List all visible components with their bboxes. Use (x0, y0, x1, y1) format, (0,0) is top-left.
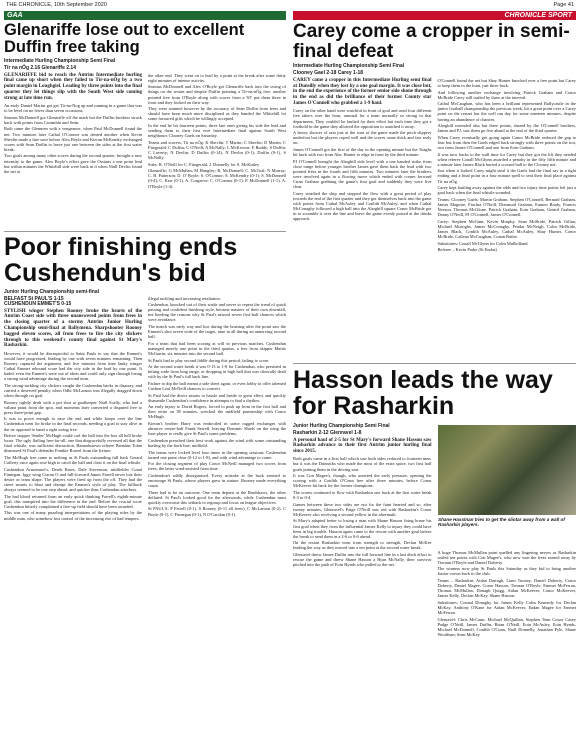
article-score: BELFAST St PAUL'S 1-15 CUSHENDUN EMMET'S 0-15 (4, 295, 72, 307)
divider (4, 231, 286, 232)
paragraph: Seamus McDonnell and Alex O'Boyle got Glenariffe back into the swing of things on the restart and despite Duffin pointing a Tír-na-nÓg free, another pointed free from O'Boyle along with scores from a '65' put them three in front and they looked on their way. (148, 84, 286, 105)
paragraph: Seamus McDonnell got Glenariffe off the mark but the Duffin brothers struck back with points from Caoimhín and Seán. (4, 114, 142, 125)
paragraph: The scores continued to flow with Rasharkin one back at the first water break 0-3 to 0-4. (293, 489, 432, 501)
gaa-section-banner: GAA (4, 11, 286, 20)
paragraph: Glenravel: Chris McCann, Michael McQuillan, Stephen Tenn Conor Casey Padge O'Neill, James Duffin, Brian O'Neill, Eoin McAuley, Eoin Hynds, Michael McDonnell, Conlith O'Cuan, Niall Donnelly, Jonathan Pyle, Shane Woulfnan, Sean McKay. (437, 616, 576, 637)
paragraph: Cushendun Armonsnet's, Derek Rasrs, Dale Stevenson, midfielder Conal Finnegan, Iggy wing Ciaran O and full-forward James Farrell never lost their desire or team shape. The players were fired up from the off. They had the street smarts to blast and disrupt the Emmet's style of play. The fullback always seemed to be one step ahead, and quicker than Cushendun attackers. (4, 466, 142, 493)
article-subheading: Junior Hurling Championship semi-final (4, 288, 100, 295)
paragraph: There had to be an outcome. One team departs at the Bradshaws, the other deflated. St Paul's looked good for the afterwards, while Cushendun must quickly overcome this setback to regroup and focus on league objectives. (148, 489, 286, 505)
paragraph: On the restart Rasharkin went from strength to strength, Declan McKee leading the way as they moved into a ten point at the second water break. (293, 540, 432, 551)
article-subheading: Intermediate Hurling Championship Semi Final (4, 57, 116, 64)
paragraph: However, it would be disrespectful to Saint Pauls to say that the Emmet's would have progressed, leading by one with seven minutes remaining. Then Rooney captured the argument, and five minutes from time lanky winger Cathal Emmet rebound score had the city side in the lead by one point. It hadn't even the Emmet's were out of ideas and could only sign through losing a strong wind advantage during the second term. (4, 350, 142, 382)
paragraph: The winners now play St Pauls this Saturday as they bid to bring another Junior crown back to the club. (437, 566, 576, 577)
paragraph: Cushendun's oddly disorganised. Every mistake at the back seemed to encourage St Pauls, whose players grew in stature. Rooney made everything count. (148, 472, 286, 489)
paragraph: Kieran's brother Harry was embroiled in some ragged exchanges with abrasive centre-half Frank Sewell, leaving Dominic Shiels on the wing the lone player to really give St Paul's some problems. (148, 421, 286, 437)
photo-caption: Shane Hasslnan tries to get the sliotar away from a wall of Rasharkin players. (438, 517, 565, 528)
paragraph: Teams and scorers; Tír na nÓg: K Shevlin; T Martin; C Shevlin; D Martin; C Fitzgerald; C Duffin; C O'Neill; A McNally; L McKeown; E Ruddy; S Duffin; C Laverty; N Devlin; D Duffin (0-14); N Devlin (0-1); Duffin (0-1), S McNally. (148, 139, 286, 161)
paragraph: Referee – Kevin Parke (St Endas) (437, 247, 497, 253)
paragraph: Before stopper 'Smiler' McHugh could curl the ball into the box all hell broke loose. The ugly flailing free-for-all, one that disgracefully reversed all that the final whistle, was sufficient distraction. Hannahstown referee Brendan Tolan dismissed St Paul's defender Frankie Roseel from the fixture. (4, 433, 142, 454)
paragraph: It was Con Magee's, though, who asserted the early pressure, opening the scoring with a Conlith O'Conn free after three minutes, before Conor McKeever hit back for the former champions. (293, 473, 432, 489)
article-headline: Hasson leads the way for Rasharkin (293, 367, 553, 421)
paragraph: Both goals came in a first half which saw both sides reduced to fourteen men, but it was the Dunnicks who made the most of the extra space, two first half goals putting them in the driving seat. (293, 456, 432, 472)
page-number: Page 41 (553, 2, 574, 8)
article-score: Clooney Gael 2-18 Carey 1-18 (293, 69, 364, 76)
article-column (293, 78, 432, 254)
paragraph: Cathal McCaughan, who has been a brilliant represented Ballycastle in the junior football championship the previous week, hit a great point over a Carey point on the restart but the well ran day for some nineteen minutes, despite having an abundance of chances. (437, 101, 576, 122)
paragraph: Just when it looked Carey might steal it the Gaels had the final say in a tight ending and a final point in a four minute spell to seal their final place against Tír na nÓg. (437, 168, 576, 184)
article-glenariffe (4, 22, 286, 230)
paragraph: The teams were locked level four times in the opening sessions. Cushendun turned one point clear (0-12 to 1-8), and with wind advantage to come. (148, 449, 286, 460)
paragraph: James O'Connell got the first of the day in the opening minute but the Tuaghs hit back with two from Alec Hunter to edge in front by the third minute. (293, 147, 432, 158)
paragraph: Teams: Clooney Gaels; Martin Graham, Stephen O'Connell, Bernard Graham, James Maguire, Fiachra O'Neill, Diarmuid Graham, Eamon Brady, Francis Neeson, Thomas McGlone, Patrick Graham, Eoin Graham, Gerard Graham, Danny O'Neill, PJ O'Connell, James O'Connell. (437, 196, 576, 218)
paragraph: Two goals among many other scores during the second quarter, brought a new intensity to the game. Alex Boyle's effort gave the Ossians a one point lead but within minutes the Whitehill side were back in it when Niall Devlin found the net at (4, 153, 142, 174)
article-column (293, 438, 432, 728)
paragraph: Both came the Glenmen with a vengeance, when Paul McDonnell found the net. Two minutes later Cathal O'Connor was denied another when Kevin Shevlin made a fine save before Alex Boyle and Kieran McKendry exchanged scores with Sean Duffin to leave just one between the sides at the first water break. (4, 126, 142, 152)
article-lead: STYLISH winger Stephen Rooney broke the hearts of the Antrim Coast side with three unanswered points from frees in the closing quarter of a stormy Antrim Junior Hurling Championship semi-final at Ballymena. Sharpshooter Rooney bagged eleven scores, all from frees to fire the city slickers through to this weekend's county final against St Mary's Rasharkin. (4, 308, 142, 349)
paragraph: They were stunned however by the accuracy of Sean Duffin from frees and should have been much more disciplined as they handed the Whitehill lot some favoured gifts which he willingly accepted. (148, 106, 286, 122)
paragraph: At the second water break it was 0-13 to 1-8 for Cushendun, who persisted in hitting wide from long range, or dropping in high ball that was clinically dealt with by the St Paul's full back line. (148, 364, 286, 380)
paragraph: This was one of many puzzling interpretations of the playing rules by the middle man, who somehow lost control of the increasing rise of bad tempers. (4, 510, 142, 521)
paragraph: The strong-tackling city slickers caught the Cushendun backs in disarray, and carried a deserved penalty when Odhi McLarnon was illegally dragged down when through on goal. (4, 382, 142, 399)
paragraph: An early injury to David Rogers, forced to push up front in the first half and then retire on 38 minutes, wrecked the midfield partnership with Conor McHugh. (148, 404, 286, 420)
paragraph: Cushendun, knocked out of their stride and never to repeat the trend of quick passing and confident finishing style, became masters of their own downfall, not heeding the reasons why St Paul's missed seven first-half chances which were avoidance. (148, 302, 286, 323)
paragraph: Carey on the other hand were watchful in front of goal and used four different free takers over the hour, unusual for a team normally so strong in that department. They couldn't be faulted for their effort but each time they got a foothold in the game they allowed the opposition to snatched it away. (293, 108, 432, 129)
article-column (438, 78, 577, 254)
paragraph: Subs: R. O'Neill for C. Fitzgerald, J. Donnelly for S. McKinley (148, 161, 260, 167)
paragraph: Glenariffe; G McMullan; M Hungley; R. McDonnell; C. McToal; N Murray; C. B. Patterson; D. O' Boyle; S. O'Connor; S. McKendry (0-1); S. McDonnell (0-4); C. Kerr (0-1), A. Cosgrove; C. O'Connor (0-1); P. McDonnell (1-1), A. O'Boyle (1-4). (148, 168, 286, 189)
chronicle-sport-banner: CHRONICLE SPORT (293, 11, 576, 20)
paragraph: Rooney rightly dealt with a pot shot at goalkeeper Niall Scally, who had a valiant point from the spot, and moments later converted a disputed free to press three-point gap. (4, 399, 142, 415)
paragraph: illegal tackling and increasing retaliation. (148, 295, 221, 301)
paragraph: Carey: Stephen McGinn, Kevin Murphy, Sean McBride, Patrick Gillan, Michael Mcnoghs, James McConaghy, Peadar McNeigh, Colm McBride, James Black, Conlith McAuley, Cathal McAuley, Shay Hunter, Conor McBride, Cailean McCaughan, Conan Butler. (437, 218, 576, 239)
paragraph: Ahoghill extended also but three points, shared by the O'Connell brothers, James and PJ, saw them go five ahead at the end of the third quarter. (437, 123, 576, 134)
article-column (148, 73, 286, 190)
paragraph: It was now backs to the wall time for Carey but they got the lift they needed when referee Conall McGlynn awarded a penalty in the fifty fifth minute and a minute later James Black buried a crossed ball to the Clooney net. (437, 151, 576, 167)
paragraph: Cushendun preached their best work against the wind with some outstanding hurling by the back line, midfield. (148, 437, 286, 448)
article-lead: GLENARIFFE bid to reach the Antrim Intermediate hurling final came up short when they failed to Tír-na-nÓg by a two point margin in Loughgiel. Leading by three points into the final quarter they let things slip with the South West side coming strong at late time run. (4, 72, 142, 101)
article-score: Rasharkin 2-12 Glenravel 1-8 (293, 429, 362, 436)
article-column (4, 73, 142, 190)
article-subheading: Intermediate Hurling Championship Semi Final (293, 62, 405, 69)
article-lead: A personal haul of 2-5 for St Mary's forward Shane Hasson saw Rasharkin advance to their first Antrim junior hurling final since 2015. (293, 437, 432, 455)
paragraph: Substitutes: Connal Donaghy for James Kelly Colm Kennedy for Declan McKay, Anthony O'Kane for Aidan McKeever, Eadan Magee for Emmet McFerran. (437, 599, 576, 616)
paragraph: An early Daniel Martin got get Tír-na-Nog up and running in a game that was to be level on no fewer than seven occasions. (4, 103, 142, 114)
article-headline: Poor finishing ends Cushendun's bid (4, 234, 238, 288)
paragraph: In the end he hit fourteen points, three late ones giving his side the lead and sending them to their first ever Intermediate final against South West neighbours Clooney Gaels on Saturday. (148, 122, 286, 139)
paragraph: St Mary's adapted better to losing a man with Shane Hasson firing home his first goal when they from the influential James Kelly to injury they could have been in big trouble. Hasson again came to the rescue with another goal before the break to send them in a 2-6 to 0-6 ahead. (293, 518, 432, 539)
paragraph: St Paul had the direct smarts to hassle and hustle to great effect and quickly dismantle Cushendun's confidence in attempts to find a rhythm. (148, 392, 286, 403)
paragraph: St PAUL'S: P Ferrell (0-1), S Rooney (0-11 all frees), C McLarnon (0-2), C Boyle (0-1), C Finnegan (0-1), N O'Carolan (0-1). (148, 506, 286, 517)
paragraph: the other end. They went on to lead by a point at the break after some thirty eight minutes of intense activity. (148, 72, 286, 83)
paragraph: A heavy shower of rain just at the start of the game made the pitch slippery underfoot but the players coped well and the scores came thick and fast early on. (293, 130, 432, 146)
article-column (148, 296, 286, 523)
article-headline: Glenariffe lose out to excellent Duffin free taking (4, 22, 245, 57)
article-lead: CAREY came a cropper in this Intermediate Hurling semi final at Dunsilly when they lost by a one goal margin. It was close but, in the end the experience of the former senior side shone through in the end as did the brilliance of their former County star James O'Connell who grabbed a 1-9 haul. (293, 77, 432, 107)
paragraph: And following another exchange involving Patrick Graham and Conor McBride Carey still trailed by three at the interval. (437, 89, 576, 100)
paragraph: The McHugh free came to nothing as St Pauls outstanding full back Gerard Cafferty once again rose high to catch the ball and clear it on the final whistle. (4, 455, 142, 466)
paragraph: The had blood returned from an early quick thinking Farrell's eighth-minute goal, this transpired into the difference in the end. Before the crucial score Cushendun bitterly complained a free-up field should have been awarded. (4, 493, 142, 509)
paragraph: Teams – Rasharkin: Aidan Darragh, Liam Tuonoy, Daniel Doherty, Conor Doherty, Daniel Magee, Conor Hasson, Tiernan O'Boyle, Emmet McFerran, Thomas McMullan, Donagh Quigg, Aidan McKeever, Conor McKeever, James Kelly, Declan McKay, Shane Hasson. (437, 577, 576, 599)
paragraph: St Pauls had to play second fiddle during this period, failing to score. (148, 357, 270, 363)
article-column (4, 296, 142, 523)
paragraph: For a team that had been scoring at will in previous matches, Cushendun managed merely one point in the third quarter, a free from skipper Mattie McGarrin, six minutes into the second half. (148, 340, 286, 356)
paragraph: When Carey eventually got going again Conor McBride reduced the gap to four but from then the Gaels edged back strongly with three points on the trot, two from James O'Connell and one from Eoin Graham. (437, 134, 576, 150)
paragraph: For the closing segment of play Conor McNeill managed two scores from frees, the latter wind-assisted from time. (148, 461, 286, 472)
article-carey (293, 22, 576, 362)
article-score: Tír na nÓg 2.16 Glenariffe 2.14 (4, 64, 76, 71)
paragraph: A huge Thomas McMullan point quelled any lingering nerves as Rasharkin sealed ten points with Con Magee's, who now won the frees earned away by Tiernan O'Boyle and Daniel Doherty. (437, 549, 576, 565)
paragraph: Carey steadied the ship and stopped the flow with a great period of play towards the end of the first quarter and they got themselves back into the game with points from Cathal McAuley and Conlith McAuley, and when Cathal McConaghy followed a high ball into the Ahoghill square Conor McBride got in to scramble it over the line and leave the game evenly poised at the drinks approach. (293, 190, 432, 222)
paragraph: Carey kept battling away against the odds and two injury time points left just a goal back when the final whistle sounded. (437, 185, 576, 196)
paragraph: Failure to dip the ball meant a side sheet again, or even lobby to offer talented Cushen Leaf McNeill chances to convert. (148, 380, 286, 391)
paragraph: O'Connell found the net but Shay Hunter knocked over a free point but Carey to keep them in the hunt, just three back. (437, 77, 576, 88)
article-cushendun (4, 234, 286, 734)
paragraph: The match was early way and lost during the bruising after the point saw the Emmet's shot seven wide of the target, nine in all during an unnerving second half. (148, 323, 286, 340)
publication-line: THE CHRONICLE, 10th September 2020 (6, 2, 107, 8)
paragraph: Substitutes: Conall McGlynn for Colm Mulholland. (437, 240, 529, 246)
article-headline: Carey come a cropper in semi-final defeat (293, 22, 570, 62)
article-rasharkin (293, 367, 576, 734)
match-photo (438, 425, 576, 515)
paragraph: Glenravel threw James Duffin into the full forward line in a last ditch effort to rescue the game and threw Shane Hasson a Ryan McNally, their survivor pitched into the path of Eoin Hynds who pulled to the net. (293, 551, 432, 568)
article-subheading: Junior Hurling Championship Semi Final (293, 422, 390, 429)
divider (293, 363, 576, 364)
paragraph: It was to prove enough to ease the end and while hoops over the line Cushendun went for broke in the final seconds, needing a goal to stay alive in the tie opposed to hand a right swing free. (4, 416, 142, 432)
paragraph: PJ O'Connell brought the Ahoghill side level with a one handed strike from close range before younger brother James gave them back the lead with two pointed frees in the fourth and fifth minutes. Two minutes later the brothers were involved again in a flowing move which ended with corner forward Ciran Graham grabbing the game's first goal and suddenly they were five clear. (293, 158, 432, 190)
paragraph: Games between these two sides are not for the faint hearted and so, after twenty minutes, Glenravel's Paige O'Neill saw red with Rasharkin's Conor McKeever also receiving a second yellow in the aftermath. (293, 501, 432, 517)
page-header (0, 0, 580, 10)
